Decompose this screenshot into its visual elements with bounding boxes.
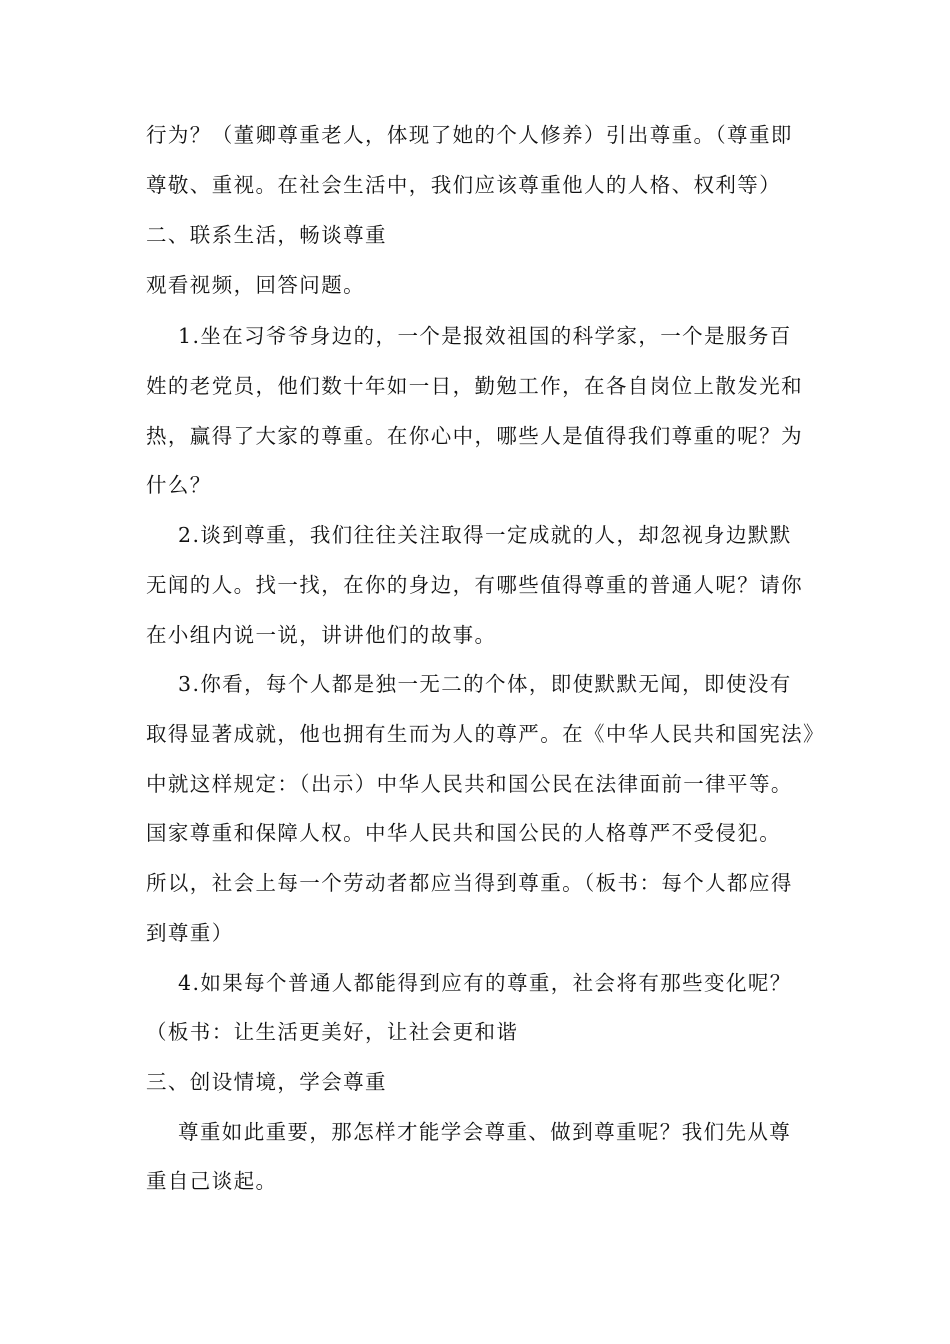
section-heading: 三、创设情境，学会尊重 [146,1070,387,1094]
text-line: 重自己谈起。 [146,1169,278,1193]
list-item-3: 3.你看，每个人都是独一无二的个体，即使默默无闻，即使没有 [178,672,792,696]
text-line: 国家尊重和保障人权。中华人民共和国公民的人格尊严不受侵犯。 [146,821,782,845]
list-item-1: 1.坐在习爷爷身边的，一个是报效祖国的科学家，一个是服务百 [178,324,792,348]
text-line: 行为？（董卿尊重老人，体现了她的个人修养）引出尊重。（尊重即 [146,123,793,147]
paragraph-line: 尊重如此重要，那怎样才能学会尊重、做到尊重呢？我们先从尊 [178,1120,792,1144]
text-line: 取得显著成就，他也拥有生而为人的尊严。在《中华人民共和国宪法》 [146,722,825,746]
text-line: 尊敬、重视。在社会生活中，我们应该尊重他人的人格、权利等） [146,173,782,197]
text-line: 所以，社会上每一个劳动者都应当得到尊重。（板书：每个人都应得 [146,871,793,895]
text-line: 观看视频，回答问题。 [146,273,365,297]
list-item-2: 2.谈到尊重，我们往往关注取得一定成就的人，却忽视身边默默 [178,523,792,547]
text-line: （板书：让生活更美好，让社会更和谐 [146,1020,519,1044]
list-item-4: 4.如果每个普通人都能得到应有的尊重，社会将有那些变化呢？ [178,971,792,995]
text-line: 无闻的人。找一找，在你的身边，有哪些值得尊重的普通人呢？请你 [146,573,803,597]
text-line: 中就这样规定：（出示）中华人民共和国公民在法律面前一律平等。 [146,772,793,796]
text-line: 姓的老党员，他们数十年如一日，勤勉工作，在各自岗位上散发光和 [146,374,803,398]
text-line: 到尊重） [146,921,234,945]
text-line: 热，赢得了大家的尊重。在你心中，哪些人是值得我们尊重的呢？为 [146,424,803,448]
text-line: 什么？ [146,473,212,497]
section-heading: 二、联系生活，畅谈尊重 [146,223,387,247]
text-line: 在小组内说一说，讲讲他们的故事。 [146,623,497,647]
